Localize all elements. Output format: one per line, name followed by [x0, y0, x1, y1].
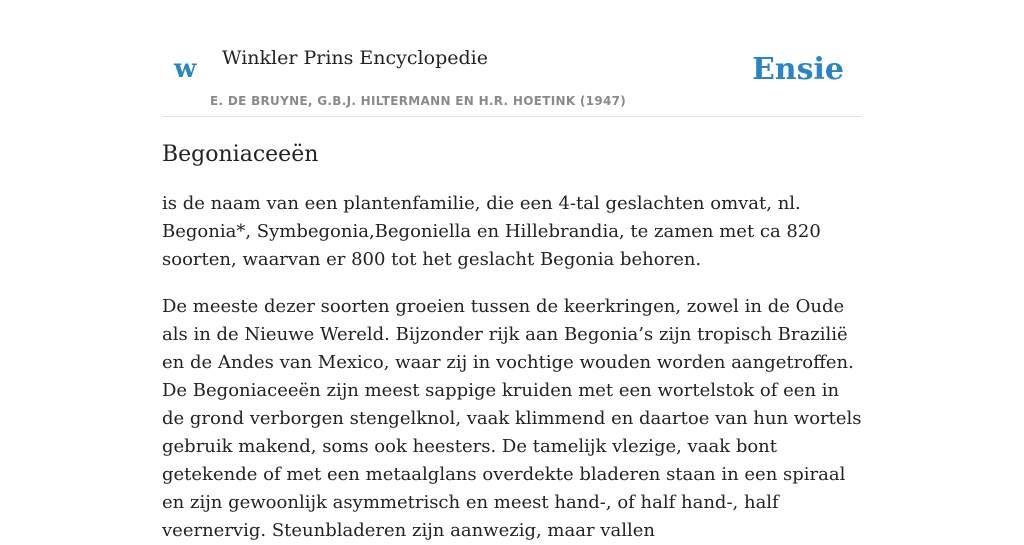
header: [162, 0, 862, 117]
article-paragraph: is de naam van een plantenfamilie, die een 4-tal geslachten omvat, nl. Begonia*, Symbegonia,Begoniella en Hillebrandia, te zamen met ca 820 soorten, waarvan er 800 tot het geslacht Begonia behoren.: [162, 193, 821, 270]
source-logo-icon[interactable]: w: [174, 54, 197, 84]
source-authors: E. DE BRUYNE, G.B.J. HILTERMANN EN H.R. HOETINK (1947): [210, 94, 627, 108]
article-paragraph: De meeste dezer soorten groeien tussen de keerkringen, zowel in de Oude als in de Nieuwe Wereld. Bijzonder rijk aan Begonia’s zijn tropisch Brazilië en de Andes van Mexico, waar zij in vochtige wouden worden aangetroffen. De Begoniaceeën zijn meest sappige kruiden met een wortelstok of een in de grond verborgen stengelknol, vaak klimmend en daartoe van hun wortels gebruik makend, soms ook heesters. De tamelijk vlezige, vaak bont getekende of met een metaalglans overdekte bladeren staan in een spiraal en zijn gewoonlijk asymmetrisch en meest hand-, of half hand-, half veernervig. Steunbladeren zijn aanwezig, maar vallen: [162, 296, 862, 541]
article: [162, 136, 862, 545]
brand-logo-link[interactable]: Ensie: [751, 52, 844, 87]
source-title-link[interactable]: Winkler Prins Encyclopedie: [222, 47, 488, 69]
article-title: Begoniaceeën: [162, 142, 319, 167]
